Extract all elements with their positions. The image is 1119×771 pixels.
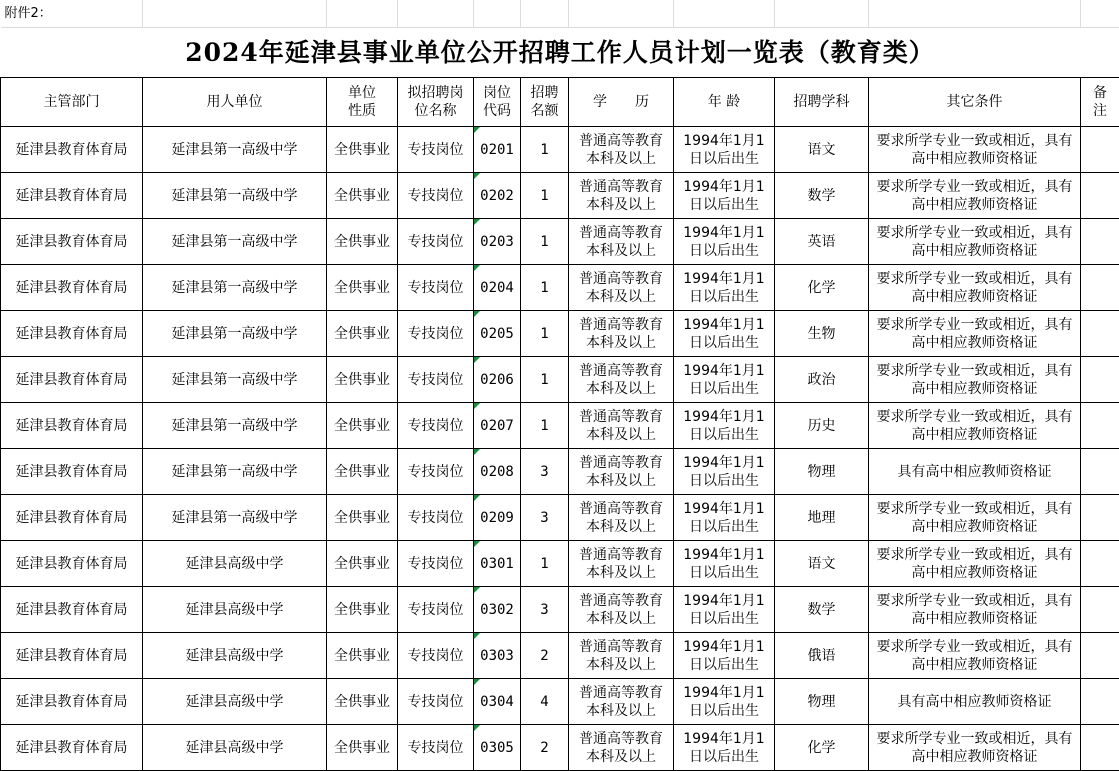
cell-age: 1994年1月1日以后出生	[674, 679, 775, 725]
cell-other: 要求所学专业一致或相近，具有高中相应教师资格证	[869, 127, 1081, 173]
cell-remark	[1081, 449, 1119, 495]
cell-position: 专技岗位	[398, 587, 474, 633]
cell-dept: 延津县教育体育局	[1, 725, 143, 771]
cell-subject: 俄语	[775, 633, 869, 679]
cell-position: 专技岗位	[398, 633, 474, 679]
cell-age: 1994年1月1日以后出生	[674, 127, 775, 173]
cell-position: 专技岗位	[398, 127, 474, 173]
cell-remark	[1081, 357, 1119, 403]
cell-code: 0205	[474, 311, 521, 357]
cell-remark	[1081, 265, 1119, 311]
cell-position: 专技岗位	[398, 541, 474, 587]
table-row	[1, 541, 1119, 587]
cell-count: 2	[521, 725, 569, 771]
cell-nature: 全供事业	[327, 679, 398, 725]
cell-dept: 延津县教育体育局	[1, 403, 143, 449]
cell-count: 1	[521, 357, 569, 403]
table-row	[1, 265, 1119, 311]
cell-age: 1994年1月1日以后出生	[674, 173, 775, 219]
cell-nature: 全供事业	[327, 311, 398, 357]
cell-unit: 延津县高级中学	[143, 679, 327, 725]
cell-code: 0304	[474, 679, 521, 725]
cell-count: 1	[521, 541, 569, 587]
table-row	[1, 725, 1119, 771]
cell-education: 普通高等教育本科及以上	[569, 403, 674, 449]
cell-count: 1	[521, 403, 569, 449]
cell-education: 普通高等教育本科及以上	[569, 357, 674, 403]
table-row	[1, 633, 1119, 679]
table-row	[1, 311, 1119, 357]
cell-nature: 全供事业	[327, 357, 398, 403]
cell-nature: 全供事业	[327, 495, 398, 541]
table-row	[1, 127, 1119, 173]
cell-count: 2	[521, 633, 569, 679]
table-row	[1, 219, 1119, 265]
cell-remark	[1081, 127, 1119, 173]
cell-dept: 延津县教育体育局	[1, 173, 143, 219]
cell-subject: 数学	[775, 173, 869, 219]
cell-unit: 延津县第一高级中学	[143, 357, 327, 403]
table-row	[1, 587, 1119, 633]
cell-subject: 物理	[775, 449, 869, 495]
cell-code: 0209	[474, 495, 521, 541]
cell-remark	[1081, 633, 1119, 679]
cell-dept: 延津县教育体育局	[1, 541, 143, 587]
cell-other: 要求所学专业一致或相近，具有高中相应教师资格证	[869, 725, 1081, 771]
cell-age: 1994年1月1日以后出生	[674, 219, 775, 265]
cell-remark	[1081, 311, 1119, 357]
cell-count: 3	[521, 449, 569, 495]
cell-other: 要求所学专业一致或相近，具有高中相应教师资格证	[869, 587, 1081, 633]
cell-subject: 语文	[775, 541, 869, 587]
cell-remark	[1081, 679, 1119, 725]
cell-count: 1	[521, 265, 569, 311]
cell-nature: 全供事业	[327, 725, 398, 771]
header-education: 学 历	[569, 78, 674, 127]
cell-code: 0305	[474, 725, 521, 771]
table-row	[1, 403, 1119, 449]
cell-code: 0201	[474, 127, 521, 173]
cell-age: 1994年1月1日以后出生	[674, 311, 775, 357]
cell-remark	[1081, 173, 1119, 219]
cell-other: 要求所学专业一致或相近，具有高中相应教师资格证	[869, 357, 1081, 403]
attachment-row	[1, 0, 1119, 28]
cell-position: 专技岗位	[398, 403, 474, 449]
cell-dept: 延津县教育体育局	[1, 587, 143, 633]
cell-other: 要求所学专业一致或相近，具有高中相应教师资格证	[869, 311, 1081, 357]
cell-dept: 延津县教育体育局	[1, 219, 143, 265]
cell-unit: 延津县高级中学	[143, 725, 327, 771]
cell-age: 1994年1月1日以后出生	[674, 587, 775, 633]
cell-position: 专技岗位	[398, 449, 474, 495]
cell-other: 要求所学专业一致或相近，具有高中相应教师资格证	[869, 265, 1081, 311]
cell-position: 专技岗位	[398, 725, 474, 771]
cell-unit: 延津县第一高级中学	[143, 449, 327, 495]
cell-education: 普通高等教育本科及以上	[569, 541, 674, 587]
header-position-name: 拟招聘岗位名称	[398, 78, 474, 127]
cell-dept: 延津县教育体育局	[1, 265, 143, 311]
header-remark: 备注	[1081, 78, 1119, 127]
header-nature: 单位性质	[327, 78, 398, 127]
cell-age: 1994年1月1日以后出生	[674, 541, 775, 587]
header-row	[1, 78, 1119, 127]
table-row	[1, 679, 1119, 725]
cell-education: 普通高等教育本科及以上	[569, 587, 674, 633]
cell-remark	[1081, 403, 1119, 449]
cell-other: 要求所学专业一致或相近，具有高中相应教师资格证	[869, 633, 1081, 679]
cell-other: 要求所学专业一致或相近，具有高中相应教师资格证	[869, 403, 1081, 449]
cell-position: 专技岗位	[398, 679, 474, 725]
cell-dept: 延津县教育体育局	[1, 357, 143, 403]
cell-position: 专技岗位	[398, 357, 474, 403]
cell-age: 1994年1月1日以后出生	[674, 265, 775, 311]
cell-nature: 全供事业	[327, 403, 398, 449]
title-row	[1, 28, 1119, 78]
cell-code: 0302	[474, 587, 521, 633]
table-row	[1, 173, 1119, 219]
cell-education: 普通高等教育本科及以上	[569, 495, 674, 541]
cell-dept: 延津县教育体育局	[1, 127, 143, 173]
cell-unit: 延津县第一高级中学	[143, 311, 327, 357]
cell-age: 1994年1月1日以后出生	[674, 725, 775, 771]
cell-dept: 延津县教育体育局	[1, 633, 143, 679]
cell-other: 要求所学专业一致或相近，具有高中相应教师资格证	[869, 495, 1081, 541]
cell-count: 1	[521, 127, 569, 173]
cell-age: 1994年1月1日以后出生	[674, 633, 775, 679]
cell-education: 普通高等教育本科及以上	[569, 173, 674, 219]
cell-nature: 全供事业	[327, 265, 398, 311]
cell-subject: 生物	[775, 311, 869, 357]
cell-remark	[1081, 541, 1119, 587]
cell-position: 专技岗位	[398, 311, 474, 357]
cell-education: 普通高等教育本科及以上	[569, 725, 674, 771]
cell-count: 3	[521, 587, 569, 633]
cell-code: 0206	[474, 357, 521, 403]
cell-position: 专技岗位	[398, 265, 474, 311]
cell-dept: 延津县教育体育局	[1, 495, 143, 541]
cell-education: 普通高等教育本科及以上	[569, 219, 674, 265]
cell-code: 0203	[474, 219, 521, 265]
cell-code: 0202	[474, 173, 521, 219]
cell-education: 普通高等教育本科及以上	[569, 449, 674, 495]
cell-count: 1	[521, 173, 569, 219]
cell-count: 4	[521, 679, 569, 725]
cell-position: 专技岗位	[398, 219, 474, 265]
cell-other: 要求所学专业一致或相近，具有高中相应教师资格证	[869, 173, 1081, 219]
header-dept: 主管部门	[1, 78, 143, 127]
header-other: 其它条件	[869, 78, 1081, 127]
cell-nature: 全供事业	[327, 219, 398, 265]
cell-nature: 全供事业	[327, 633, 398, 679]
cell-education: 普通高等教育本科及以上	[569, 311, 674, 357]
cell-subject: 历史	[775, 403, 869, 449]
cell-nature: 全供事业	[327, 449, 398, 495]
cell-code: 0208	[474, 449, 521, 495]
cell-age: 1994年1月1日以后出生	[674, 357, 775, 403]
cell-subject: 政治	[775, 357, 869, 403]
cell-position: 专技岗位	[398, 495, 474, 541]
cell-education: 普通高等教育本科及以上	[569, 679, 674, 725]
cell-dept: 延津县教育体育局	[1, 679, 143, 725]
cell-nature: 全供事业	[327, 587, 398, 633]
header-code: 岗位代码	[474, 78, 521, 127]
cell-age: 1994年1月1日以后出生	[674, 495, 775, 541]
cell-remark	[1081, 219, 1119, 265]
header-subject: 招聘学科	[775, 78, 869, 127]
cell-unit: 延津县高级中学	[143, 633, 327, 679]
cell-nature: 全供事业	[327, 541, 398, 587]
cell-code: 0204	[474, 265, 521, 311]
header-age: 年 龄	[674, 78, 775, 127]
cell-subject: 数学	[775, 587, 869, 633]
cell-subject: 地理	[775, 495, 869, 541]
cell-unit: 延津县第一高级中学	[143, 403, 327, 449]
table-row	[1, 357, 1119, 403]
cell-nature: 全供事业	[327, 127, 398, 173]
cell-other: 要求所学专业一致或相近，具有高中相应教师资格证	[869, 219, 1081, 265]
cell-education: 普通高等教育本科及以上	[569, 633, 674, 679]
cell-count: 1	[521, 219, 569, 265]
cell-subject: 化学	[775, 725, 869, 771]
cell-subject: 化学	[775, 265, 869, 311]
cell-position: 专技岗位	[398, 173, 474, 219]
cell-unit: 延津县高级中学	[143, 587, 327, 633]
page-title: 2024年延津县事业单位公开招聘工作人员计划一览表（教育类）	[1, 28, 1119, 78]
header-count: 招聘名额	[521, 78, 569, 127]
cell-code: 0303	[474, 633, 521, 679]
cell-subject: 英语	[775, 219, 869, 265]
cell-dept: 延津县教育体育局	[1, 449, 143, 495]
cell-subject: 语文	[775, 127, 869, 173]
cell-unit: 延津县第一高级中学	[143, 173, 327, 219]
cell-unit: 延津县第一高级中学	[143, 265, 327, 311]
cell-other: 具有高中相应教师资格证	[869, 679, 1081, 725]
cell-subject: 物理	[775, 679, 869, 725]
cell-code: 0301	[474, 541, 521, 587]
cell-education: 普通高等教育本科及以上	[569, 127, 674, 173]
table-row	[1, 449, 1119, 495]
cell-remark	[1081, 495, 1119, 541]
cell-remark	[1081, 725, 1119, 771]
cell-dept: 延津县教育体育局	[1, 311, 143, 357]
cell-other: 具有高中相应教师资格证	[869, 449, 1081, 495]
cell-age: 1994年1月1日以后出生	[674, 449, 775, 495]
cell-code: 0207	[474, 403, 521, 449]
cell-remark	[1081, 587, 1119, 633]
cell-education: 普通高等教育本科及以上	[569, 265, 674, 311]
cell-count: 3	[521, 495, 569, 541]
cell-unit: 延津县第一高级中学	[143, 219, 327, 265]
cell-unit: 延津县高级中学	[143, 541, 327, 587]
table-row	[1, 495, 1119, 541]
cell-nature: 全供事业	[327, 173, 398, 219]
attachment-label: 附件2：	[1, 0, 143, 28]
cell-age: 1994年1月1日以后出生	[674, 403, 775, 449]
cell-unit: 延津县第一高级中学	[143, 495, 327, 541]
header-unit: 用人单位	[143, 78, 327, 127]
cell-other: 要求所学专业一致或相近，具有高中相应教师资格证	[869, 541, 1081, 587]
cell-count: 1	[521, 311, 569, 357]
cell-unit: 延津县第一高级中学	[143, 127, 327, 173]
